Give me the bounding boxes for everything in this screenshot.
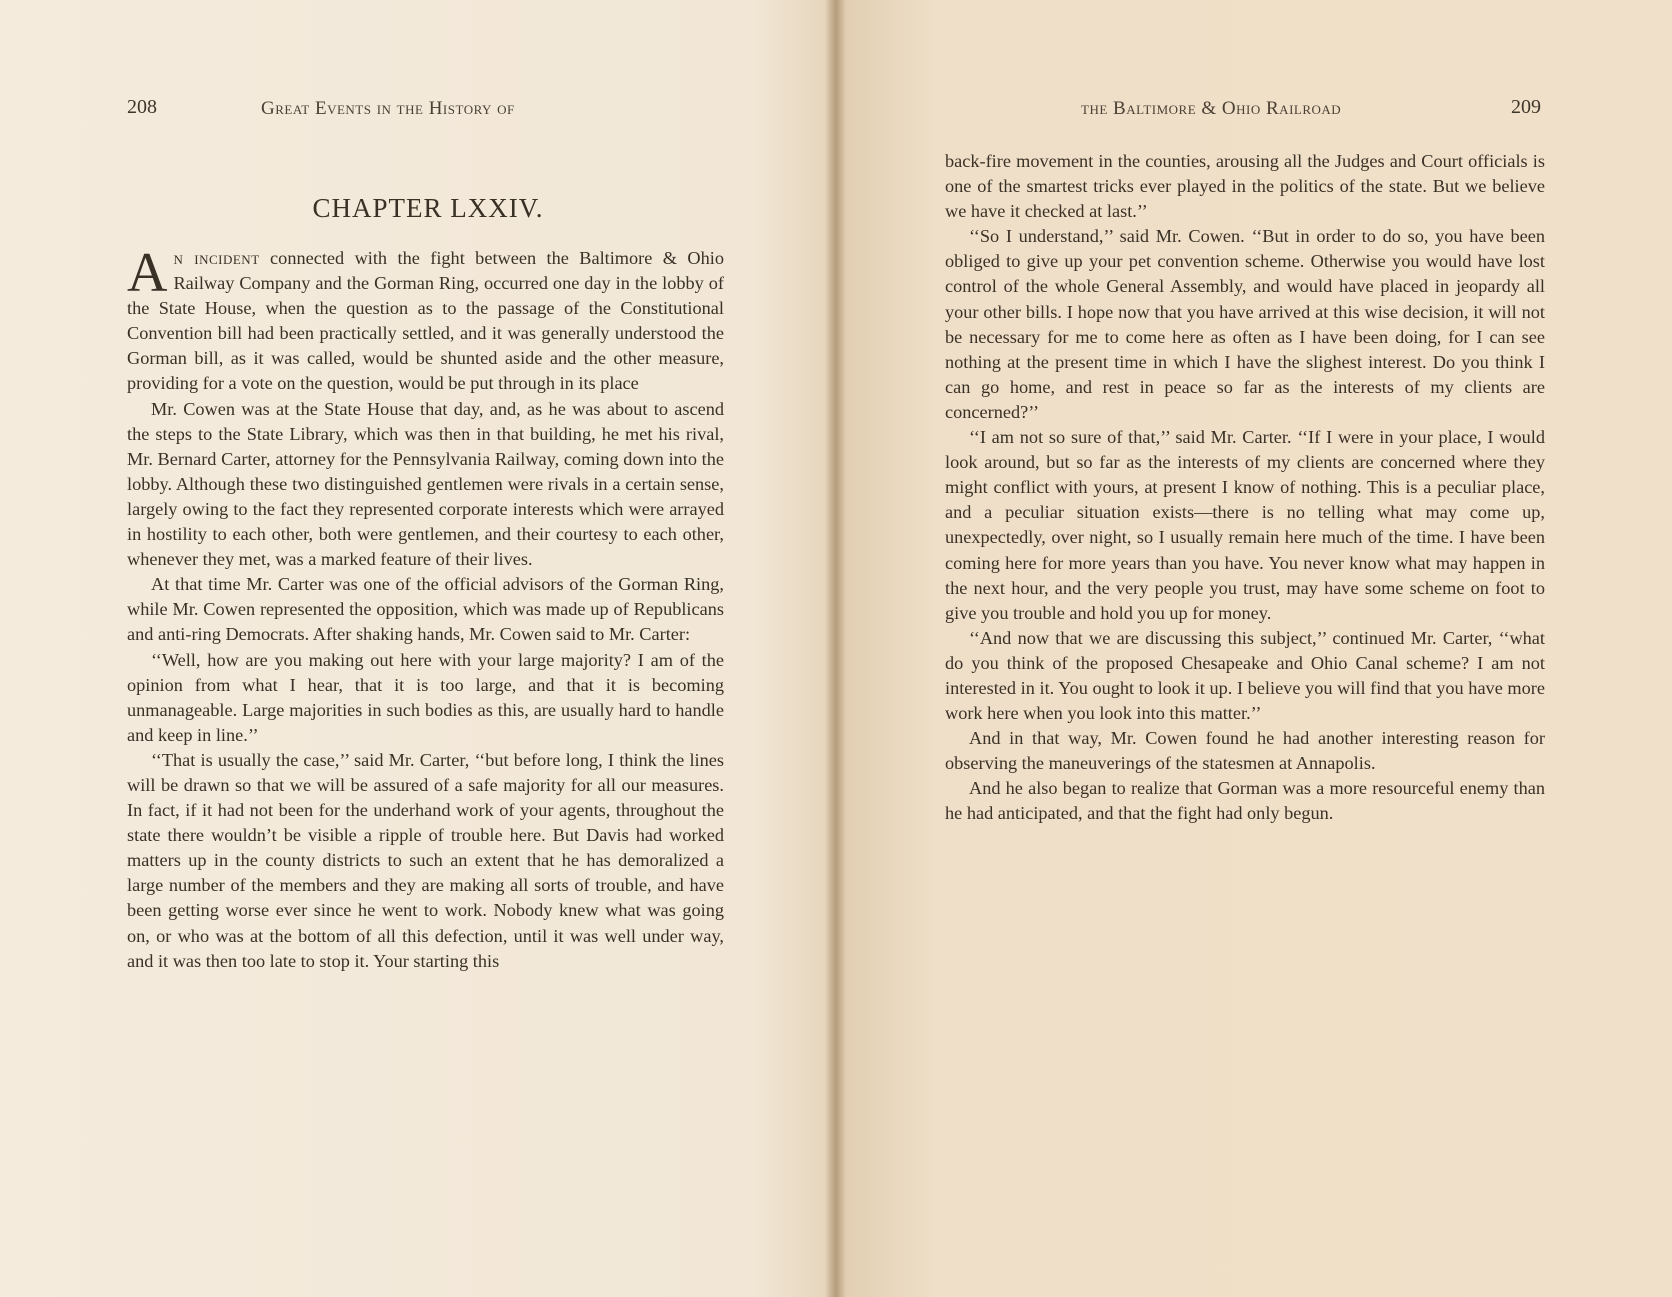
body-text [945,149,1545,827]
right-page [836,0,1672,1297]
running-head: Great Events in the History of [261,98,515,119]
running-head: the Baltimore & Ohio Railroad [1081,98,1342,119]
paragraph [127,242,724,397]
paragraph-text: connected with the fight between the Baltimore & Ohio Railway Company and the Gorman Ring, occurred one day in the lobby of the State House, when the question as to the passage of the Constitutional Convention bill had been practically settled, and it was generally understood the Gorman bill, as it was called, would be shunted aside and the other measure, providing for a vote on the question, would be put through in its place [127,248,724,394]
paragraph: At that time Mr. Carter was one of the official advisors of the Gorman Ring, while Mr. Cowen represented the opposition, which was made up of Republicans and anti-ring Democrats. After shaking hands, Mr. Cowen said to Mr. Carter: [127,574,724,645]
paragraph: ‘‘And now that we are discussing this subject,’’ continued Mr. Carter, ‘‘what do you think of the proposed Chesapeake and Ohio Canal scheme? I am not interested in it. You ought to look it up. I believe you will find that you have more work here when you look into this matter.’’ [945,627,1545,724]
paragraph: And in that way, Mr. Cowen found he had another interesting reason for observing the maneuverings of the statesmen at Annapolis. [945,728,1545,774]
page-number: 208 [127,96,157,118]
paragraph: ‘‘So I understand,’’ said Mr. Cowen. ‘‘But in order to do so, you have been obliged to give up your pet convention scheme. Otherwise you would have lost control of the whole General Assembly, and would have placed in jeopardy all your other bills. I hope now that you have arrived at this wise decision, it will not be necessary for me to come here as often as I have been doing, for I can see nothing at the present time in which I have the slighest interest. Do you think I can go home, and rest in peace so far as the interests of my clients are concerned?’’ [945,226,1545,422]
chapter-title: CHAPTER LXXIV. [312,193,544,223]
page-number: 209 [1511,96,1541,118]
paragraph: back-fire movement in the counties, arousing all the Judges and Court officials is one of the smartest tricks ever played in the politics of the state. But we believe we have it checked at last.’’ [945,151,1545,222]
opening-smallcaps: n incident [173,248,260,268]
body-text [127,242,724,974]
paragraph: ‘‘That is usually the case,’’ said Mr. Carter, ‘‘but before long, I think the lines will be drawn so that we will be assured of a safe majority for all our measures. In fact, if it had not been for the underhand work of your agents, throughout the state there wouldn’t be visible a ripple of trouble here. But Davis had worked matters up in the county districts to such an extent that he has demoralized a large number of the members and they are making all sorts of trouble, and have been getting worse ever since he went to work. Nobody knew what was going on, or who was at the bottom of all this defection, until it was well under way, and it was then too late to stop it. Your starting this [127,749,724,971]
paragraph: And he also began to realize that Gorman was a more resourceful enemy than he had anticipated, and that the fight had only begun. [945,778,1545,824]
drop-cap: A [127,242,168,304]
paragraph: ‘‘I am not so sure of that,’’ said Mr. Carter. ‘‘If I were in your place, I would look around, but so far as the interests of my clients are concerned where they might conflict with yours, at present I know of nothing. This is a peculiar place, and a peculiar situation exists—there is no telling what may come up, unexpectedly, over night, so I usually remain here much of the time. I have been coming here for more years than you have. You never know what may happen in the next hour, and the very people you trust, may have some scheme on foot to give you trouble and hold you up for money. [945,427,1545,623]
paragraph: Mr. Cowen was at the State House that day, and, as he was about to ascend the steps to the State Library, which was then in that building, he met his rival, Mr. Bernard Carter, attorney for the Pennsylvania Railway, coming down into the lobby. Although these two distinguished gentlemen were rivals in a certain sense, largely owing to the fact they represented corporate interests which were arrayed in hostility to each other, both were gentlemen, and their courtesy to each other, whenever they met, was a marked feature of their lives. [127,398,724,570]
paragraph: ‘‘Well, how are you making out here with your large majority? I am of the opinion from what I hear, that it is too large, and that it is becoming unmanageable. Large majorities in such bodies as this, are usually hard to handle and keep in line.’’ [127,649,724,745]
